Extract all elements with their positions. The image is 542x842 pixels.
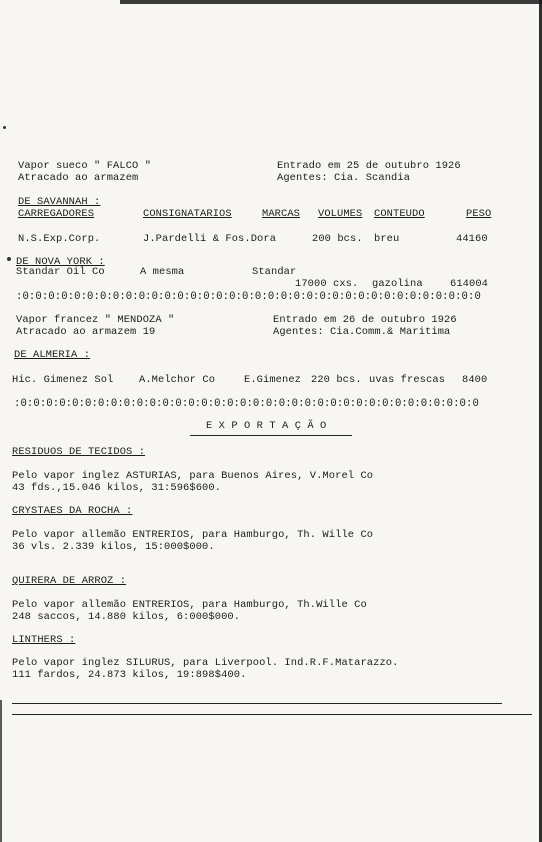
export-item-line: Pelo vapor allemão ENTRERIOS, para Hamburgo, Th.Wille Co (12, 599, 367, 611)
vessel1-entry: Entrado em 25 de outubro 1926 (277, 160, 461, 172)
savannah-shipper: N.S.Exp.Corp. (18, 233, 101, 245)
new-york-content: gazolina (372, 278, 423, 290)
vessel2-entry: Entrado em 26 de outubro 1926 (273, 314, 457, 326)
vessel2-name: Vapor francez " MENDOZA " (16, 314, 175, 326)
export-item-heading: RESIDUOS DE TECIDOS : (12, 446, 146, 458)
vessel2-berth: Atracado ao armazem 19 (16, 326, 156, 338)
margin-mark (7, 257, 11, 261)
export-item-line: Pelo vapor inglez ASTURIAS, para Buenos Aires, V.Morel Co (12, 470, 374, 482)
almeria-weight: 8400 (462, 374, 488, 386)
column-header-weight: PESO (466, 208, 492, 220)
almeria-heading: DE ALMERIA : (14, 349, 91, 361)
export-item-line: Pelo vapor inglez SILURUS, para Liverpool. Ind.R.F.Matarazzo. (12, 657, 399, 669)
export-title: E X P O R T A Ç Ã O (206, 420, 327, 432)
vessel2-agents: Agentes: Cia.Comm.& Maritima (273, 326, 451, 338)
almeria-consignee: A.Melchor Co (139, 374, 216, 386)
new-york-consignee: A mesma (140, 266, 185, 278)
savannah-consignee: J.Pardelli & Fos.Dora (143, 233, 277, 245)
separator-line: :0:0:0:0:0:0:0:0:0:0:0:0:0:0:0:0:0:0:0:0:0:0:0:0:0:0:0:0:0:0:0:0:0:0:0:0 (14, 398, 479, 410)
new-york-marks: Standar (252, 266, 297, 278)
savannah-heading: DE SAVANNAH : (18, 196, 101, 208)
column-header-shippers: CARREGADORES (18, 208, 95, 220)
savannah-content: breu (374, 233, 400, 245)
column-header-content: CONTEUDO (374, 208, 425, 220)
vessel1-berth: Atracado ao armazem (18, 172, 139, 184)
margin-mark (3, 126, 6, 129)
almeria-volumes: 220 bcs. (311, 374, 362, 386)
savannah-weight: 44160 (456, 233, 488, 245)
column-header-volumes: VOLUMES (318, 208, 363, 220)
new-york-shipper: Standar Oil Co (16, 266, 105, 278)
almeria-marks: E.Gimenez (244, 374, 302, 386)
vessel1-agents: Agentes: Cia. Scandia (277, 172, 411, 184)
almeria-content: uvas frescas (369, 374, 446, 386)
export-item-line: 43 fds.,15.046 kilos, 31:596$600. (12, 482, 222, 494)
new-york-heading: DE NOVA YORK : (16, 256, 105, 268)
almeria-shipper: Hic. Gimenez Sol (12, 374, 114, 386)
top-scan-edge (120, 0, 542, 4)
export-title-underline (190, 435, 352, 436)
column-header-marks: MARCAS (262, 208, 301, 220)
savannah-volumes: 200 bcs. (312, 233, 363, 245)
left-scan-edge (0, 700, 2, 842)
new-york-weight: 614004 (450, 278, 489, 290)
export-item-heading: QUIRERA DE ARROZ : (12, 575, 127, 587)
export-item-line: 248 saccos, 14.880 kilos, 6:000$000. (12, 611, 241, 623)
export-item-heading: LINTHERS : (12, 634, 76, 646)
closing-rule-bottom (12, 714, 532, 715)
new-york-volumes: 17000 cxs. (295, 278, 359, 290)
vessel1-name: Vapor sueco " FALCO " (18, 160, 152, 172)
column-header-consignees: CONSIGNATARIOS (143, 208, 232, 220)
export-item-heading: CRYSTAES DA ROCHA : (12, 505, 133, 517)
separator-line: :0:0:0:0:0:0:0:0:0:0:0:0:0:0:0:0:0:0:0:0:0:0:0:0:0:0:0:0:0:0:0:0:0:0:0:0 (16, 291, 481, 303)
export-item-line: Pelo vapor allemão ENTRERIOS, para Hamburgo, Th. Wille Co (12, 529, 374, 541)
export-item-line: 111 fardos, 24.873 kilos, 19:898$400. (12, 669, 247, 681)
export-item-line: 36 vls. 2.339 kilos, 15:000$000. (12, 541, 215, 553)
closing-rule-top (12, 703, 502, 704)
